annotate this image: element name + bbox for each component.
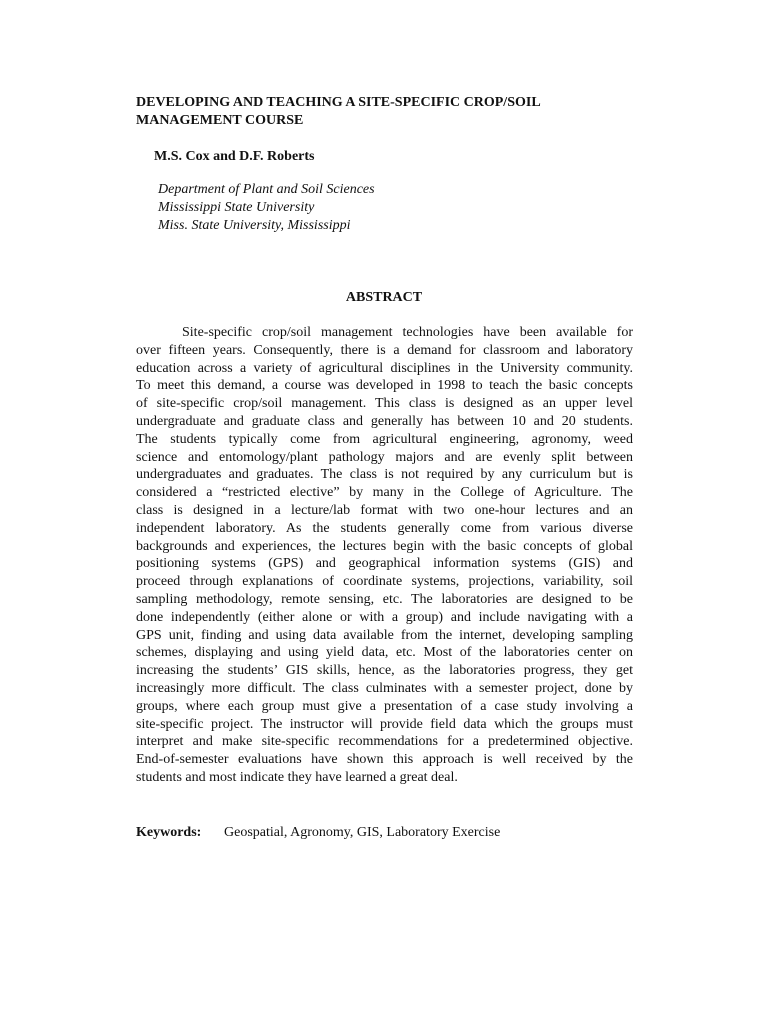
abstract-line: groups, where each group must give a presentation of a case study involving a bbox=[136, 698, 633, 714]
abstract-line: of site-specific crop/soil management. This class is designed as an upper level bbox=[136, 396, 633, 412]
abstract-line: increasingly more difficult. The class culminates with a semester project, done by bbox=[136, 680, 633, 696]
affiliation-line: Mississippi State University bbox=[158, 200, 315, 215]
abstract-line: students and most indicate they have learned a great deal. bbox=[136, 769, 458, 785]
abstract-line: independent laboratory. As the students generally come from various diverse bbox=[136, 520, 633, 536]
abstract-line: education across a variety of agricultural disciplines in the University community. bbox=[136, 360, 633, 376]
abstract-line: GPS unit, finding and using data available from the internet, developing sampling bbox=[136, 627, 633, 643]
affiliation bbox=[158, 181, 375, 235]
abstract-line: Site-specific crop/soil management technologies have been available for bbox=[182, 325, 633, 340]
abstract-line: site-specific project. The instructor will provide field data which the groups must bbox=[136, 716, 633, 732]
abstract-line: undergraduates and graduates. The class is not required by any curriculum but is bbox=[136, 467, 633, 483]
title-line: MANAGEMENT COURSE bbox=[136, 113, 304, 128]
abstract-heading: ABSTRACT bbox=[345, 290, 423, 305]
abstract-line: interpret and make site-specific recommendations for a predetermined objective. bbox=[136, 734, 633, 750]
affiliation-line: Department of Plant and Soil Sciences bbox=[158, 182, 375, 197]
abstract-line: positioning systems (GPS) and geographical information systems (GIS) and bbox=[136, 556, 633, 572]
abstract-line: sampling methodology, remote sensing, etc. The laboratories are designed to be bbox=[136, 591, 633, 607]
abstract-line: increasing the students’ GIS skills, hence, as the laboratories progress, they get bbox=[136, 663, 633, 679]
abstract-line: undergraduate and graduate class and generally has between 10 and 20 students. bbox=[136, 413, 633, 429]
keywords-value: Geospatial, Agronomy, GIS, Laboratory Exercise bbox=[224, 825, 501, 840]
abstract-line: End-of-semester evaluations have shown this approach is well received by the bbox=[136, 752, 633, 768]
affiliation-line: Miss. State University, Mississippi bbox=[158, 218, 351, 233]
abstract-line: class is designed in a lecture/lab format with two one-hour lectures and an bbox=[136, 502, 633, 518]
abstract-body bbox=[136, 324, 633, 787]
abstract-line: The students typically come from agricultural engineering, agronomy, weed bbox=[136, 431, 633, 447]
abstract-line: schemes, displaying and using yield data, etc. Most of the laboratories center on bbox=[136, 645, 633, 661]
abstract-line: proceed through explanations of coordinate systems, projections, variability, soil bbox=[136, 574, 633, 590]
authors: M.S. Cox and D.F. Roberts bbox=[154, 149, 315, 164]
abstract-line: backgrounds and experiences, the lectures begin with the basic concepts of global bbox=[136, 538, 633, 554]
abstract-line: To meet this demand, a course was developed in 1998 to teach the basic concepts bbox=[136, 378, 633, 394]
title-line: DEVELOPING AND TEACHING A SITE-SPECIFIC CROP/SOIL bbox=[136, 95, 541, 110]
keywords bbox=[136, 824, 500, 842]
abstract-line: done independently (either alone or with a group) and include navigating with a bbox=[136, 609, 633, 625]
abstract-line: science and entomology/plant pathology majors and are evenly split between bbox=[136, 449, 633, 465]
paper-title bbox=[136, 94, 636, 130]
keywords-label: Keywords: bbox=[136, 825, 202, 840]
abstract-line: considered a “restricted elective” by many in the College of Agriculture. The bbox=[136, 485, 633, 501]
abstract-line: over fifteen years. Consequently, there is a demand for classroom and laboratory bbox=[136, 342, 633, 358]
